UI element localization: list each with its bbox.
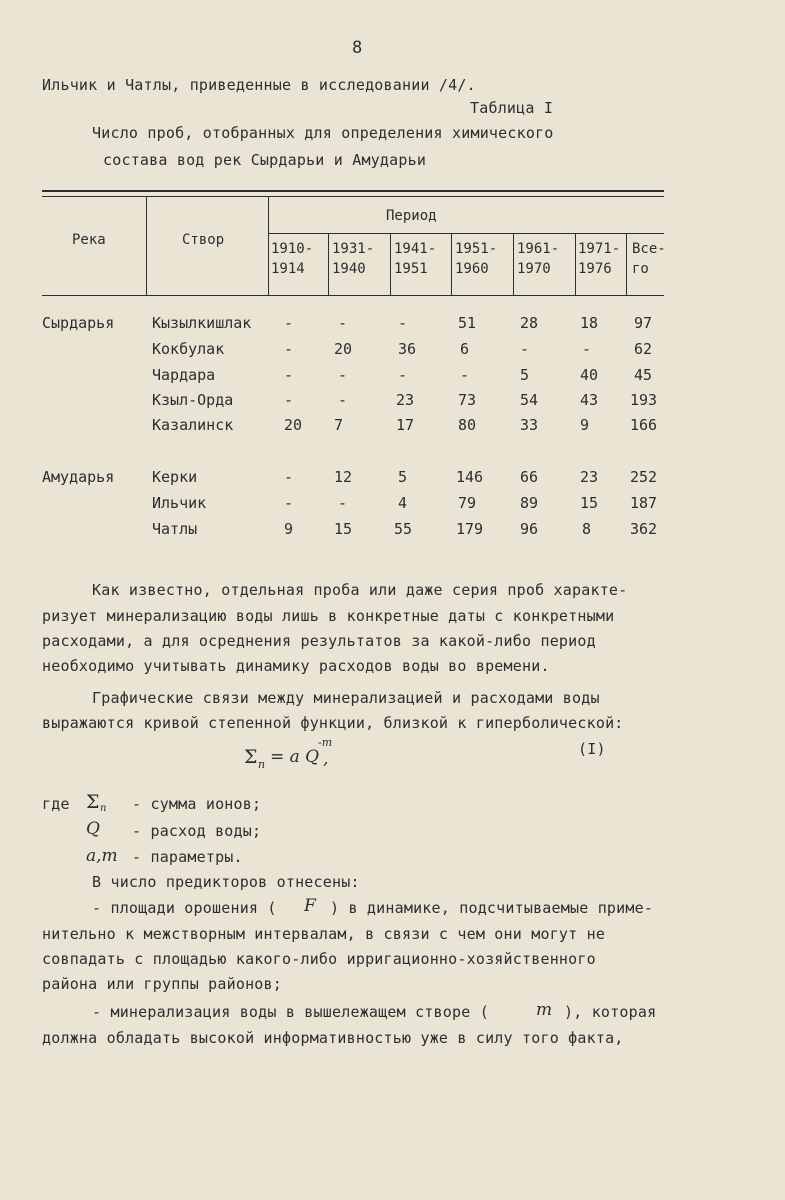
where-subscript: n (100, 803, 107, 814)
row-value: 9 (284, 520, 294, 538)
row-value: 66 (520, 468, 539, 486)
paragraph-line: совпадать с площадью какого-либо ирригационно-хозяйственного (42, 950, 596, 968)
table-caption-line-1: Число проб, отобранных для определения химического (92, 124, 554, 142)
row-value: - (284, 366, 294, 384)
row-value: - (338, 391, 348, 409)
where-symbol: a,m (86, 846, 118, 866)
where-text: - сумма ионов; (132, 795, 262, 813)
row-value: 51 (458, 314, 477, 332)
paragraph-line: ), которая (564, 1003, 657, 1021)
row-value: 33 (520, 416, 539, 434)
row-station: Кызылкишлак (152, 314, 252, 332)
row-value: 23 (580, 468, 599, 486)
row-value: - (284, 340, 294, 358)
where-text: - параметры. (132, 848, 243, 866)
table-vrule (268, 196, 269, 295)
row-value: - (520, 340, 530, 358)
header-period-top: 1971- (578, 241, 621, 257)
table-top-rule-thin (42, 196, 664, 197)
header-period-bottom: го (632, 261, 649, 277)
row-value: 15 (580, 494, 599, 512)
header-river: Река (72, 232, 106, 248)
sigma-subscript: n (258, 758, 266, 771)
row-value: 179 (456, 520, 484, 538)
row-value: 7 (334, 416, 344, 434)
row-value: - (460, 366, 470, 384)
header-station: Створ (182, 232, 225, 248)
header-period-top: Все- (632, 241, 666, 257)
row-value: 5 (398, 468, 408, 486)
row-value: 9 (580, 416, 590, 434)
header-period-top: 1931- (332, 241, 375, 257)
row-value: 28 (520, 314, 539, 332)
where-lead: где (42, 795, 70, 813)
where-text: - расход воды; (132, 822, 262, 840)
header-period-bottom: 1960 (455, 261, 489, 277)
row-value: - (582, 340, 592, 358)
header-period-bottom: 1970 (517, 261, 551, 277)
row-station: Керки (152, 468, 198, 486)
row-station: Чатлы (152, 520, 198, 538)
row-value: 193 (630, 391, 658, 409)
row-value: 55 (394, 520, 413, 538)
paragraph-line: необходимо учитывать динамику расходов воды во времени. (42, 657, 550, 675)
row-value: 187 (630, 494, 658, 512)
formula-number: (I) (578, 740, 606, 758)
table-header-bottom-rule (42, 295, 664, 296)
paragraph-line: - площади орошения ( (92, 899, 277, 917)
row-value: 62 (634, 340, 653, 358)
paragraph-line: - минерализация воды в вышележащем створе ( (92, 1003, 489, 1021)
formula-rhs: = a Q (270, 747, 320, 767)
paragraph-line: нительно к межстворным интервалам, в связи с чем они могут не (42, 925, 606, 943)
formula-comma: , (323, 749, 329, 769)
paragraph-line: ризует минерализацию воды лишь в конкретные даты с конкретными (42, 607, 615, 625)
row-value: 36 (398, 340, 417, 358)
row-value: 15 (334, 520, 353, 538)
row-station: Кзыл-Орда (152, 391, 234, 409)
predictor-symbol: m (536, 1000, 553, 1020)
header-period-top: 1961- (517, 241, 560, 257)
row-value: - (398, 366, 408, 384)
table-vrule (513, 233, 514, 295)
where-symbol: Σ (86, 791, 100, 813)
paragraph-line: района или группы районов; (42, 975, 282, 993)
row-value: 54 (520, 391, 539, 409)
row-value: 362 (630, 520, 658, 538)
row-station: Чардара (152, 366, 216, 384)
row-value: 89 (520, 494, 539, 512)
table-caption-line-2: состава вод рек Сырдарьи и Амударьи (103, 151, 427, 169)
paragraph-line: В число предикторов отнесены: (92, 873, 360, 891)
row-value: - (338, 366, 348, 384)
row-value: 166 (630, 416, 658, 434)
table-vrule (146, 196, 147, 295)
row-value: - (284, 494, 294, 512)
predictor-symbol: F (304, 896, 316, 916)
header-period-top: 1951- (455, 241, 498, 257)
row-value: 18 (580, 314, 599, 332)
header-period-top: 1910- (271, 241, 314, 257)
row-value: 79 (458, 494, 477, 512)
row-station: Ильчик (152, 494, 207, 512)
table-vrule (328, 233, 329, 295)
where-symbol: Q (86, 819, 100, 839)
row-value: 73 (458, 391, 477, 409)
table-vrule (575, 233, 576, 295)
row-value: 252 (630, 468, 658, 486)
paragraph-line: Как известно, отдельная проба или даже серия проб характе- (92, 581, 628, 599)
table-vrule (451, 233, 452, 295)
table-vrule (390, 233, 391, 295)
row-value: 20 (334, 340, 353, 358)
page-number: 8 (352, 38, 363, 58)
row-value: - (284, 314, 294, 332)
row-river: Сырдарья (42, 314, 115, 332)
table-vrule (626, 233, 627, 295)
row-station: Кокбулак (152, 340, 225, 358)
row-value: 17 (396, 416, 415, 434)
row-value: 45 (634, 366, 653, 384)
row-value: 20 (284, 416, 303, 434)
row-value: 40 (580, 366, 599, 384)
row-value: 5 (520, 366, 530, 384)
paragraph-line: выражаются кривой степенной функции, близкой к гиперболической: (42, 714, 624, 732)
row-value: 96 (520, 520, 539, 538)
row-value: 97 (634, 314, 653, 332)
header-period-bottom: 1951 (394, 261, 428, 277)
row-value: - (284, 391, 294, 409)
row-value: 43 (580, 391, 599, 409)
paragraph-line: расходами, а для осреднения результатов за какой-либо период (42, 632, 596, 650)
row-value: 8 (582, 520, 592, 538)
row-value: 80 (458, 416, 477, 434)
header-period-bottom: 1914 (271, 261, 305, 277)
row-value: - (338, 314, 348, 332)
paragraph-line: ) в динамике, подсчитываемые приме- (330, 899, 654, 917)
row-value: - (284, 468, 294, 486)
row-value: - (338, 494, 348, 512)
row-value: 6 (460, 340, 470, 358)
table-top-rule (42, 190, 664, 192)
row-value: 146 (456, 468, 484, 486)
formula-exponent: -m (318, 736, 333, 749)
row-value: 23 (396, 391, 415, 409)
header-period-bottom: 1976 (578, 261, 612, 277)
paragraph-line: должна обладать высокой информативностью уже в силу того факта, (42, 1029, 624, 1047)
table-label: Таблица I (470, 99, 554, 117)
row-station: Казалинск (152, 416, 234, 434)
paragraph-line: Графические связи между минерализацией и расходами воды (92, 689, 600, 707)
intro-line: Ильчик и Чатлы, приведенные в исследовании /4/. (42, 76, 476, 94)
header-period: Период (386, 208, 437, 224)
row-river: Амударья (42, 468, 115, 486)
row-value: - (398, 314, 408, 332)
header-period-bottom: 1940 (332, 261, 366, 277)
row-value: 12 (334, 468, 353, 486)
sigma-symbol: Σ (244, 746, 258, 768)
row-value: 4 (398, 494, 408, 512)
header-period-top: 1941- (394, 241, 437, 257)
